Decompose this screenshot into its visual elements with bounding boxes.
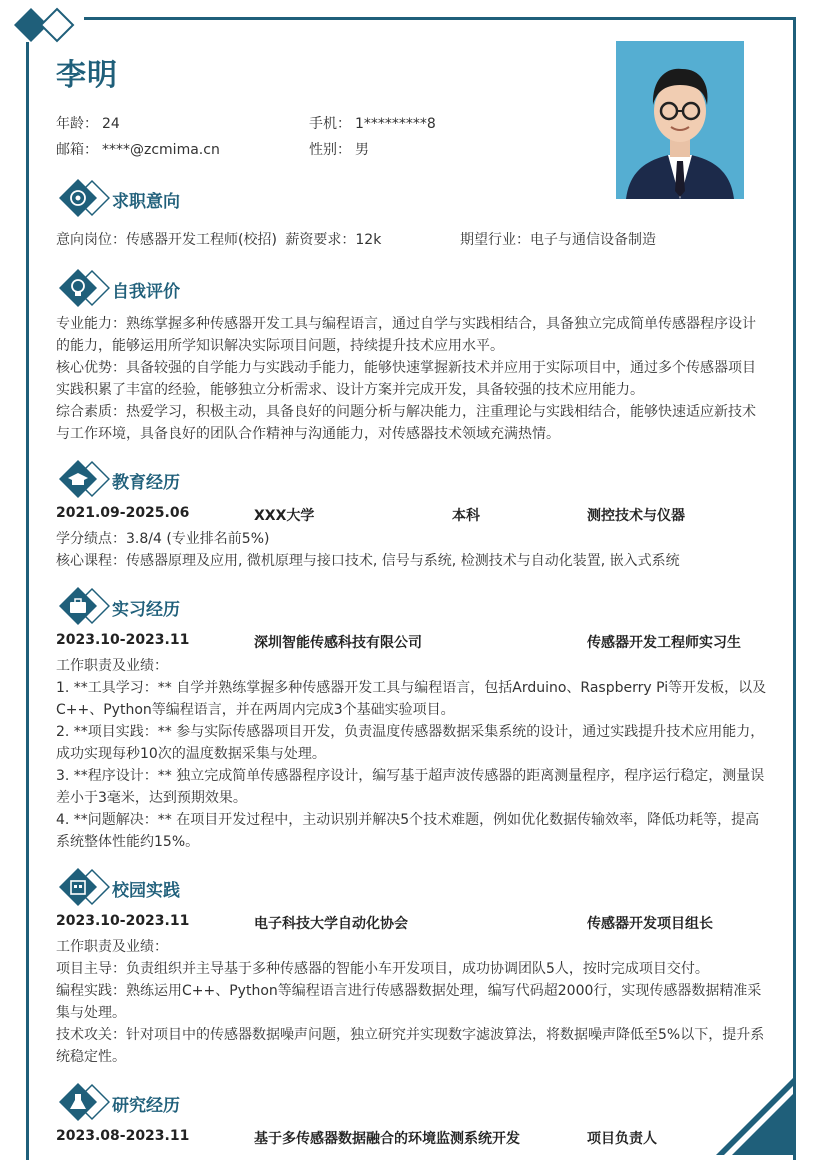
frame-top-line [84, 17, 796, 20]
avatar-icon [616, 41, 744, 199]
education-major: 测控技术与仪器 [587, 508, 685, 524]
section-title-internship: 实习经历 [112, 600, 180, 620]
campus-item: 技术攻关：针对项目中的传感器数据噪声问题，独立研究并实现数字滤波算法，将数据噪声降低至5%以下，提升系统稳定性。 [56, 1027, 765, 1065]
profile-photo [616, 41, 744, 199]
section-title-intent: 求职意向 [112, 192, 180, 212]
self-eval-item: 专业能力：熟练掌握多种传感器开发工具与编程语言，通过自学与实践相结合，具备独立完成简单传感器程序设计的能力，能够运用所学知识解决实际项目问题，持续提升技术应用水平。 [56, 316, 756, 354]
internship-company: 深圳智能传感科技有限公司 [254, 635, 422, 651]
lightbulb-icon [58, 268, 110, 308]
campus-item: 项目主导：负责组织并主导基于多种传感器的智能小车开发项目，成功协调团队5人，按时完成项目交付。 [56, 961, 709, 977]
gender-value: 男 [355, 142, 369, 158]
internship-item: 3. **程序设计：** 独立完成简单传感器程序设计，编写基于超声波传感器的距离测量程序，程序运行稳定，测量误差小于3毫米，达到预期效果。 [56, 768, 765, 806]
email-value: ****@zcmima.cn [102, 142, 220, 158]
education-school: XXX大学 [254, 508, 315, 524]
candidate-name: 李明 [56, 58, 118, 93]
briefcase-icon [58, 586, 110, 626]
phone-label: 手机： [309, 116, 351, 132]
campus-summary-row [56, 913, 768, 935]
campus-date: 2023.10-2023.11 [56, 913, 190, 929]
frame-right-line [793, 17, 796, 1160]
email-label: 邮箱： [56, 142, 98, 158]
self-eval-item: 综合素质：热爱学习，积极主动，具备良好的问题分析与解决能力，注重理论与实践相结合，能够快速适应新技术与工作环境，具备良好的团队合作精神与沟通能力，对传感器技术领域充满热情。 [56, 404, 756, 442]
internship-role: 传感器开发工程师实习生 [587, 635, 741, 651]
campus-role: 传感器开发项目组长 [587, 916, 713, 932]
research-date: 2023.08-2023.11 [56, 1128, 190, 1144]
email-info [56, 139, 220, 159]
gender-label: 性别： [309, 142, 351, 158]
internship-item: 4. **问题解决：** 在项目开发过程中，主动识别并解决5个技术难题，例如优化数据传输效率，降低功耗等，提高系统整体性能约15%。 [56, 812, 760, 850]
internship-item: 1. **工具学习：** 自学并熟练掌握多种传感器开发工具与编程语言，包括Arduino、Raspberry Pi等开发板，以及C++、Python等编程语言，并在两周内完成3个基础实验项目。 [56, 680, 767, 718]
section-title-education: 教育经历 [112, 473, 180, 493]
education-summary-row [56, 505, 768, 527]
intent-position: 意向岗位：传感器开发工程师(校招) 薪资要求：12k [56, 232, 382, 248]
research-project: 基于多传感器数据融合的环境监测系统开发 [254, 1131, 520, 1147]
phone-info [309, 113, 436, 133]
age-value: 24 [102, 116, 120, 132]
corner-diamond-decoration [11, 7, 81, 43]
frame-left-line [26, 42, 29, 1160]
education-courses: 核心课程：传感器原理及应用, 微机原理与接口技术, 信号与系统, 检测技术与自动化装置, 嵌入式系统 [56, 553, 680, 569]
internship-item: 2. **项目实践：** 参与实际传感器项目开发，负责温度传感器数据采集系统的设计，通过实践提升技术应用能力，成功实现每秒10次的温度数据采集与处理。 [56, 724, 765, 762]
self-eval-item: 核心优势：具备较强的自学能力与实践动手能力，能够快速掌握新技术并应用于实际项目中，通过多个传感器项目实践积累了丰富的经验，能够独立分析需求、设计方案并完成开发，具备较强的技术应用能力。 [56, 360, 756, 398]
section-title-self-eval: 自我评价 [112, 282, 180, 302]
campus-org: 电子科技大学自动化协会 [254, 916, 408, 932]
gender-info [309, 139, 369, 159]
education-date: 2021.09-2025.06 [56, 505, 190, 521]
target-icon [58, 178, 110, 218]
intent-salary: 薪资要求：12k [285, 232, 382, 248]
section-title-campus: 校园实践 [112, 881, 180, 901]
graduation-cap-icon [58, 459, 110, 499]
campus-item: 编程实践：熟练运用C++、Python等编程语言进行传感器数据处理，编写代码超2000行，实现传感器数据精准采集与处理。 [56, 983, 762, 1021]
section-title-research: 研究经历 [112, 1096, 180, 1116]
internship-summary-row [56, 632, 768, 654]
research-summary-row [56, 1128, 768, 1150]
phone-value: 1*********8 [355, 116, 436, 132]
intent-industry: 期望行业：电子与通信设备制造 [460, 232, 656, 248]
education-degree: 本科 [452, 508, 480, 524]
education-gpa: 学分绩点：3.8/4 (专业排名前5%) [56, 531, 270, 547]
flask-icon [58, 1082, 110, 1122]
age-info [56, 113, 120, 133]
internship-date: 2023.10-2023.11 [56, 632, 190, 648]
age-label: 年龄： [56, 116, 98, 132]
building-icon [58, 867, 110, 907]
campus-duties-label: 工作职责及业绩： [56, 939, 168, 955]
internship-duties-label: 工作职责及业绩： [56, 658, 168, 674]
research-role: 项目负责人 [587, 1131, 657, 1147]
